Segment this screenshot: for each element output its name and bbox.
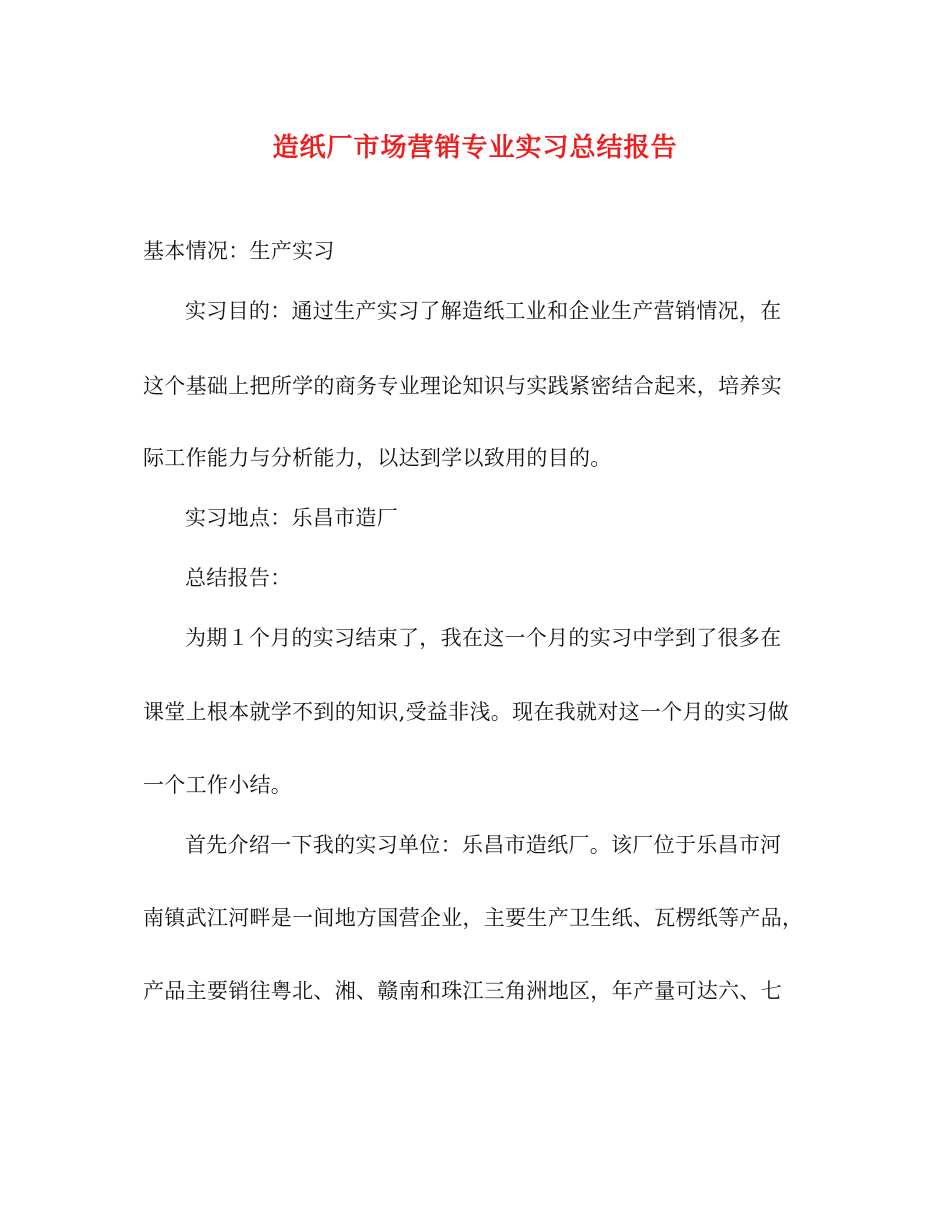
summary-line-1: 为期１个月的实习结束了，我在这一个月的实习中学到了很多在	[185, 626, 782, 650]
purpose-line-2: 这个基础上把所学的商务专业理论知识与实践紧密结合起来，培养实	[143, 374, 782, 398]
intro-line-1: 首先介绍一下我的实习单位：乐昌市造纸厂。该厂位于乐昌市河	[185, 833, 782, 857]
intro-line-2: 南镇武江河畔是一间地方国营企业，主要生产卫生纸、瓦楞纸等产品，	[143, 906, 804, 930]
purpose-line-1: 实习目的：通过生产实习了解造纸工业和企业生产营销情况，在	[185, 299, 782, 323]
summary-line-2: 课堂上根本就学不到的知识,受益非浅。现在我就对这一个月的实习做	[143, 700, 789, 724]
summary-line-3: 一个工作小结。	[143, 773, 293, 797]
summary-heading: 总结报告：	[185, 566, 292, 590]
purpose-line-3: 际工作能力与分析能力，以达到学以致用的目的。	[143, 446, 612, 470]
document-title: 造纸厂市场营销专业实习总结报告	[272, 133, 678, 163]
location-line: 实习地点：乐昌市造厂	[185, 506, 398, 530]
intro-line-3: 产品主要销往粤北、湘、赣南和珠江三角洲地区，年产量可达六、七	[143, 979, 782, 1003]
basic-info-line: 基本情况：生产实习	[143, 239, 335, 263]
